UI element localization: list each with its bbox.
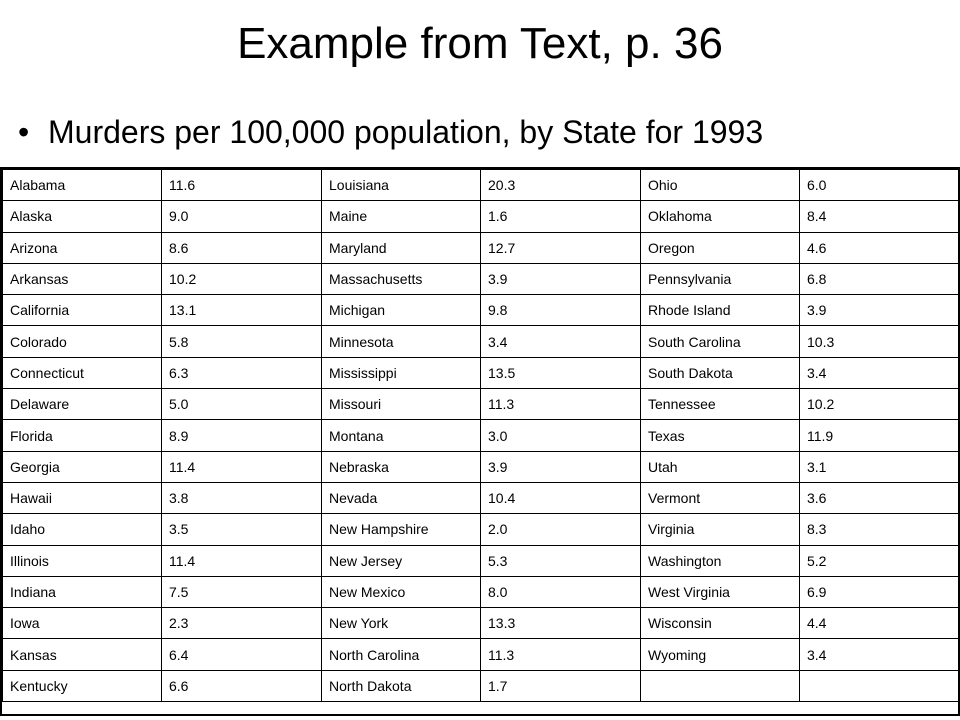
- state-cell: North Carolina: [322, 639, 481, 670]
- rate-cell: 20.3: [481, 170, 641, 201]
- rate-cell: [800, 670, 960, 701]
- rate-cell: 8.4: [800, 201, 960, 232]
- state-cell: Maryland: [322, 232, 481, 263]
- table-row: [3, 639, 960, 670]
- table-row: [3, 232, 960, 263]
- table-row: [3, 670, 960, 701]
- rate-cell: 10.2: [162, 263, 322, 294]
- state-cell: Louisiana: [322, 170, 481, 201]
- rate-cell: 11.3: [481, 389, 641, 420]
- state-cell: Wyoming: [641, 639, 800, 670]
- state-cell: Ohio: [641, 170, 800, 201]
- state-cell: Pennsylvania: [641, 263, 800, 294]
- rate-cell: 3.4: [800, 639, 960, 670]
- state-cell: Washington: [641, 545, 800, 576]
- rate-cell: 3.4: [481, 326, 641, 357]
- table-row: [3, 201, 960, 232]
- state-cell: South Carolina: [641, 326, 800, 357]
- rate-cell: 6.0: [800, 170, 960, 201]
- rate-cell: 13.3: [481, 608, 641, 639]
- rate-cell: 3.6: [800, 482, 960, 513]
- rate-cell: 6.9: [800, 576, 960, 607]
- state-cell: Tennessee: [641, 389, 800, 420]
- table-row: [3, 326, 960, 357]
- state-cell: Florida: [3, 420, 162, 451]
- slide-title: Example from Text, p. 36: [237, 19, 723, 68]
- table-row: [3, 482, 960, 513]
- table-row: [3, 420, 960, 451]
- rate-cell: 6.8: [800, 263, 960, 294]
- state-cell: South Dakota: [641, 357, 800, 388]
- rate-cell: 3.5: [162, 514, 322, 545]
- state-cell: New Jersey: [322, 545, 481, 576]
- state-cell: Montana: [322, 420, 481, 451]
- rate-cell: 11.4: [162, 451, 322, 482]
- state-cell: Alaska: [3, 201, 162, 232]
- rate-cell: 8.3: [800, 514, 960, 545]
- rate-cell: 4.4: [800, 608, 960, 639]
- state-cell: Arkansas: [3, 263, 162, 294]
- state-cell: Kentucky: [3, 670, 162, 701]
- table-row: [3, 263, 960, 294]
- table-row: [3, 389, 960, 420]
- rate-cell: 10.2: [800, 389, 960, 420]
- rate-cell: 3.9: [800, 295, 960, 326]
- rate-cell: 5.0: [162, 389, 322, 420]
- state-cell: Missouri: [322, 389, 481, 420]
- table-row: [3, 357, 960, 388]
- state-cell: Texas: [641, 420, 800, 451]
- rate-cell: 11.6: [162, 170, 322, 201]
- state-cell: Oregon: [641, 232, 800, 263]
- rate-cell: 8.0: [481, 576, 641, 607]
- rate-cell: 8.6: [162, 232, 322, 263]
- rate-cell: 6.4: [162, 639, 322, 670]
- table-row: [3, 451, 960, 482]
- table-body: [3, 170, 960, 702]
- state-cell: Virginia: [641, 514, 800, 545]
- rate-cell: 5.8: [162, 326, 322, 357]
- rate-cell: 3.0: [481, 420, 641, 451]
- state-cell: Nebraska: [322, 451, 481, 482]
- rate-cell: 11.9: [800, 420, 960, 451]
- state-cell: Idaho: [3, 514, 162, 545]
- table-row: [3, 514, 960, 545]
- rate-cell: 3.9: [481, 451, 641, 482]
- state-cell: New Mexico: [322, 576, 481, 607]
- bullet-icon: •: [18, 114, 30, 150]
- table-row: [3, 545, 960, 576]
- murder-rate-table: [2, 169, 960, 702]
- state-cell: Nevada: [322, 482, 481, 513]
- state-cell: Maine: [322, 201, 481, 232]
- rate-cell: 6.6: [162, 670, 322, 701]
- rate-cell: 2.3: [162, 608, 322, 639]
- state-cell: Wisconsin: [641, 608, 800, 639]
- rate-cell: 5.3: [481, 545, 641, 576]
- rate-cell: 1.7: [481, 670, 641, 701]
- rate-cell: 5.2: [800, 545, 960, 576]
- rate-cell: 9.8: [481, 295, 641, 326]
- rate-cell: 13.1: [162, 295, 322, 326]
- state-cell: Delaware: [3, 389, 162, 420]
- rate-cell: 1.6: [481, 201, 641, 232]
- state-cell: [641, 670, 800, 701]
- state-cell: West Virginia: [641, 576, 800, 607]
- state-cell: Georgia: [3, 451, 162, 482]
- state-cell: New Hampshire: [322, 514, 481, 545]
- rate-cell: 3.9: [481, 263, 641, 294]
- table-row: [3, 608, 960, 639]
- state-cell: Iowa: [3, 608, 162, 639]
- state-cell: Arizona: [3, 232, 162, 263]
- rate-cell: 3.8: [162, 482, 322, 513]
- rate-cell: 3.4: [800, 357, 960, 388]
- rate-cell: 11.3: [481, 639, 641, 670]
- bullet-text: Murders per 100,000 population, by State for 1993: [48, 114, 764, 150]
- state-cell: Colorado: [3, 326, 162, 357]
- rate-cell: 10.4: [481, 482, 641, 513]
- state-cell: Rhode Island: [641, 295, 800, 326]
- state-cell: Massachusetts: [322, 263, 481, 294]
- state-cell: Connecticut: [3, 357, 162, 388]
- state-cell: Hawaii: [3, 482, 162, 513]
- state-cell: Mississippi: [322, 357, 481, 388]
- rate-cell: 3.1: [800, 451, 960, 482]
- rate-cell: 10.3: [800, 326, 960, 357]
- state-cell: Utah: [641, 451, 800, 482]
- state-cell: New York: [322, 608, 481, 639]
- rate-cell: 6.3: [162, 357, 322, 388]
- state-cell: Alabama: [3, 170, 162, 201]
- state-cell: Illinois: [3, 545, 162, 576]
- table-row: [3, 576, 960, 607]
- rate-cell: 7.5: [162, 576, 322, 607]
- state-cell: North Dakota: [322, 670, 481, 701]
- rate-cell: 12.7: [481, 232, 641, 263]
- state-cell: Indiana: [3, 576, 162, 607]
- state-cell: Vermont: [641, 482, 800, 513]
- state-cell: California: [3, 295, 162, 326]
- bullet-point: [18, 110, 763, 154]
- rate-cell: 9.0: [162, 201, 322, 232]
- rate-cell: 8.9: [162, 420, 322, 451]
- state-cell: Oklahoma: [641, 201, 800, 232]
- rate-cell: 2.0: [481, 514, 641, 545]
- table-row: [3, 295, 960, 326]
- rate-cell: 4.6: [800, 232, 960, 263]
- state-cell: Kansas: [3, 639, 162, 670]
- state-cell: Michigan: [322, 295, 481, 326]
- table-row: [3, 170, 960, 201]
- rate-cell: 11.4: [162, 545, 322, 576]
- state-cell: Minnesota: [322, 326, 481, 357]
- rate-cell: 13.5: [481, 357, 641, 388]
